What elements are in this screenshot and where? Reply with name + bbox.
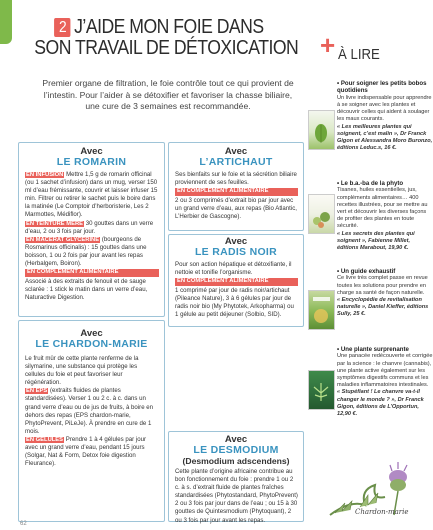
card-body: Pour son action hépatique et détoxifiante, il nettoie et tonifie l’organisme. EN COMPLÉMENT ALIMENTAIRE 1 comprimé par jour de radis noir/artichaut (Pileance Nature), 3 à 6 gélules par jour de radis noir bio (My Phytotek, Arkopharma) ou 1 gélule au petit déjeuner (Solbio, SID).	[169, 258, 303, 319]
page-tab	[0, 0, 12, 44]
card-body: EN INFUSION Mettre 1,5 g de romarin officinal (ou 1 sachet d’infusion) dans un mug, verser 150 ml d’eau frémissante, couvrir et laisser infuser 15 min. Filtrer ou retirer le sachet puis le boire dans la matinée (Le Comptoir d’herboristerie, Les 2 Marmottes, Médiflor). EN TEINTURE MÈRE 30 gouttes dans un verre d’eau, 2 ou 3 fois par jour. EN MACÉRAT GLYCÉRINÉ (bourgeons de Rosmarinus officinalis) : 15 gouttes dans une boisson, 1 ou 2 fois par jour avant les repas (Herbalgem, Boiron). EN COMPLÉMENT ALIMENTAIRE Associé à des extraits de fenouil et de sauge sclarée : 1 stick le matin dans un verre d’eau, Naturactive Digestion.	[25, 171, 158, 301]
card-romarin	[18, 142, 165, 317]
tag-complement: EN COMPLÉMENT ALIMENTAIRE	[175, 188, 298, 196]
book-cover-4	[308, 370, 335, 410]
title-line-1: 2 J’AIDE MON FOIE DANS	[34, 16, 283, 37]
card-body: Le fruit mûr de cette plante renferme de la silymarine, une substance qui protège les cellules du foie et peut favoriser leur régénération. EN EPS (extraits fluides de plantes standardisées). Verser 1 ou 2 c. à c. dans un grand verre d’eau ou de jus de fruits, à boire en dehors des repas (EPS chardon-marie, PhytoPrevent, PiLeJe). À prendre en cure de 1 mois. EN GÉLULES Prendre 1 à 4 gélules par jour avec un grand verre d’eau, pendant 15 jours (Solgar, Nat & Form, Detox foie digestion Fleurance).	[25, 355, 154, 468]
tag-macerat: EN MACÉRAT GLYCÉRINÉ	[26, 236, 100, 243]
card-avec: Avec	[224, 236, 248, 247]
card-body: Cette plante d’origine africaine contribue au bon fonctionnement du foie : prendre 1 ou 2 c. à s. d’extrait fluide de plantes fraîches standardisées (Phytostandard, PhytoPrevent) 2 ou 3 fois par jour dans de l’eau ; ou 15 à 30 gouttes de Quintesmodium (Phytoquant), 2 ou 3 fois par jour avant les repas.	[175, 468, 298, 524]
card-artichaut	[168, 142, 304, 231]
book-item-3: • Un guide exhaustif Ce livre très complet passe en revue toutes les solutions pour prendre en charge sa santé de façon naturelle. « Encyclopédie de revitalisation naturelle », Daniel Kieffer, éditions Sully, 25 €.	[337, 268, 429, 318]
leaf-icon	[309, 111, 334, 149]
book-cover-2	[308, 194, 335, 234]
card-radis-noir	[168, 234, 304, 327]
card-title: LE RADIS NOIR	[194, 246, 278, 258]
illustration-caption: Chardon-marie	[355, 508, 409, 516]
tag-teinture: EN TEINTURE MÈRE	[26, 220, 84, 227]
tag-eps: EN EPS	[26, 388, 48, 395]
tag-complement: EN COMPLÉMENT ALIMENTAIRE	[175, 278, 298, 286]
section-number: 2	[54, 18, 70, 37]
tag-infusion: EN INFUSION	[26, 172, 64, 178]
tag-gelules: EN GÉLULES	[26, 436, 64, 443]
card-desmodium	[168, 431, 304, 522]
card-body: Ses bienfaits sur le foie et la sécrétion biliaire proviennent de ses feuilles. EN COMPLÉMENT ALIMENTAIRE 2 ou 3 comprimés d’extrait bio par jour avec un grand verre d’eau, aux repas (Bio Atlantic, L’Herbier de Gascogne).	[175, 171, 297, 220]
milk-thistle-illustration	[320, 455, 430, 530]
card-title: LE DESMODIUM	[193, 444, 279, 456]
card-avec: Avec	[80, 328, 103, 339]
card-title: LE ROMARIN	[56, 156, 127, 168]
plus-icon: +	[320, 30, 336, 60]
book-item-4: • Une plante surprenante Une panacée redécouverte et corrigée par la science : le chanvre (cannabis), une plante active également sur les symptômes digestifs communs et les maladies inflammatoires intestinales. « Stupéfiant ! Le chanvre va-t-il changer le monde ? », Dr Franck Gigon, éditions de L’Opportun, 12,90 €.	[337, 346, 433, 418]
sidebar-heading: À LIRE	[338, 46, 380, 63]
card-avec: Avec	[80, 146, 103, 157]
title-line-2: SON TRAVAIL DE DÉTOXICATION	[34, 36, 299, 59]
book-illustration-icon	[309, 291, 334, 329]
book-item-2: • Le b.a.-ba de la phyto Tisanes, huiles essentielles, jus, compléments alimentaires… 400 recettes illustrées, pour se mettre au vert et découvrir les diverses façons de profiter des plantes en toute sécurité. « Les secrets des plantes qui soignent », Fabienne Millet, éditions Marabout, 19,90 €.	[337, 180, 428, 252]
intro-text: Premier organe de filtration, le foie contrôle tout ce qui provient de l’intestin. Pour l’aider à se détoxifier et favoriser la chasse biliaire, une cure de 3 semaines est recommandée.	[42, 78, 294, 111]
page-number: 62	[20, 521, 27, 527]
book-cover-3	[308, 290, 335, 330]
card-avec: Avec	[224, 434, 248, 445]
cannabis-leaf-icon	[309, 371, 334, 409]
card-subtitle: (Desmodium adscendens)	[182, 456, 290, 466]
card-avec: Avec	[224, 146, 248, 157]
card-title: L’ARTICHAUT	[199, 156, 273, 168]
card-title: LE CHARDON-MARIE	[35, 338, 148, 350]
plant-icon	[309, 195, 334, 233]
page-title	[14, 16, 304, 58]
reading-sidebar	[308, 32, 433, 522]
book-item-1: • Pour soigner les petits bobos quotidiens Un livre indispensable pour apprendre à se soigner avec les plantes et découvrir celles qui aident à soulager les maux courants. « Les meilleures plantes qui soignent, c’est malin », Dr Franck Gigon et Alessandra Moro Buronzo, éditions Leduc.s, 16 €.	[337, 80, 433, 152]
card-chardon-marie	[18, 320, 165, 522]
book-cover-1	[308, 110, 335, 150]
tag-complement: EN COMPLÉMENT ALIMENTAIRE	[25, 269, 159, 277]
